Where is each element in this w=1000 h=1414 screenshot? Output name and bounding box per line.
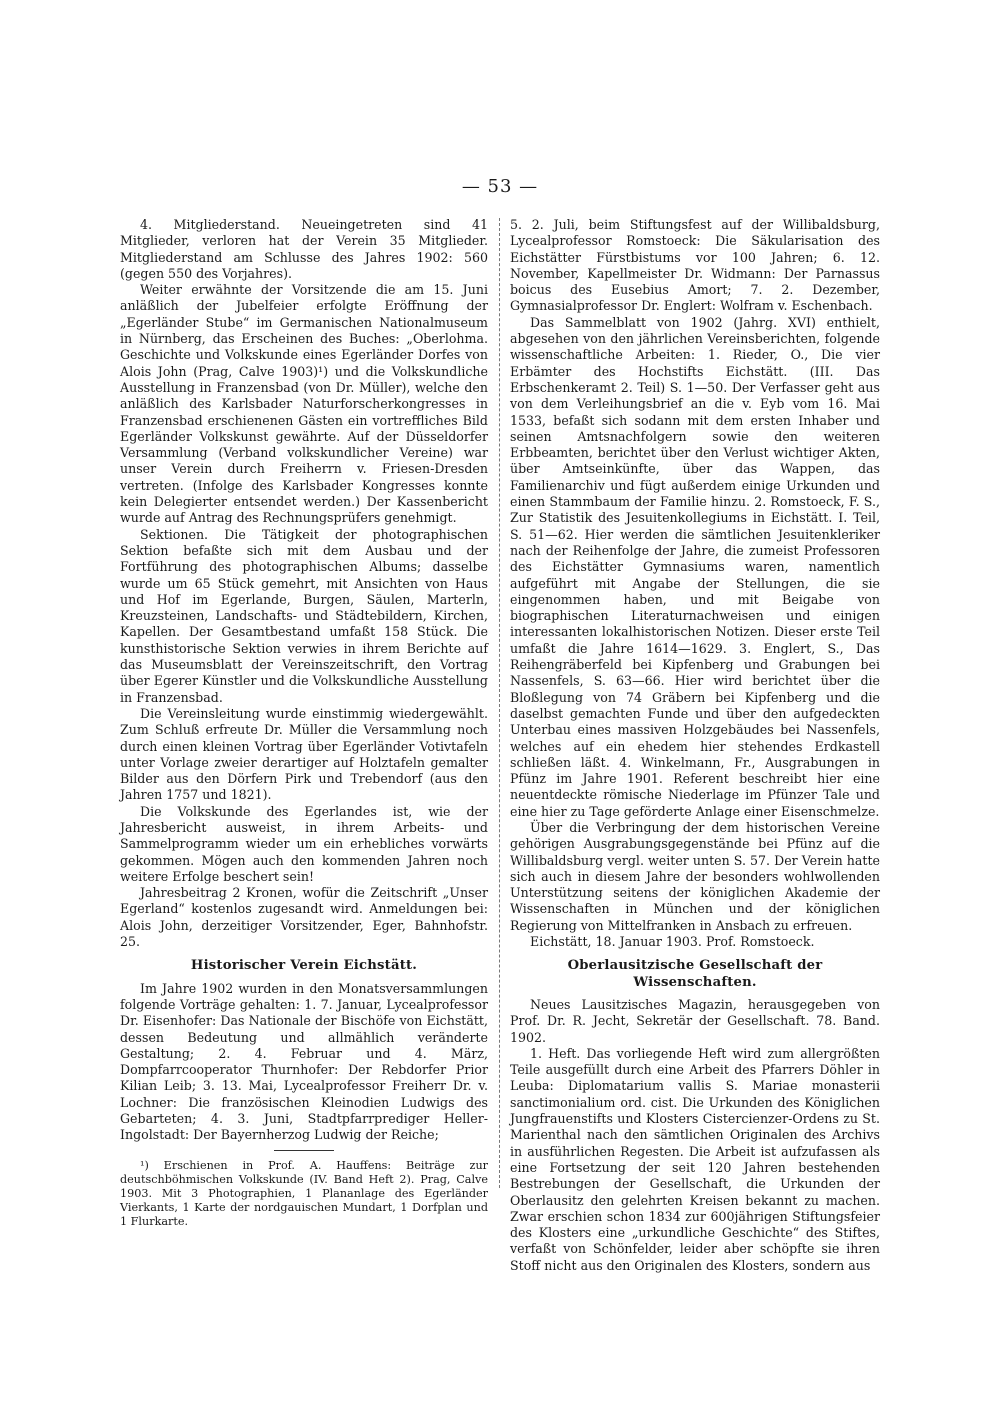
paragraph-lectures-continued: 5. 2. Juli, beim Stiftungsfest auf der Willibaldsburg, Lycealprofessor Romstoeck: Die Säkularisation des Eichstätter Fürstbistums vor 100 Jahren; 6. 12. November, Kapellmeister Dr. Widmann: Der Parnassus boicus des Eusebius Amort; 7. 2. Dezember, Gymnasialprofessor Dr. Englert: Wolfram v. Eschenbach.: [510, 217, 880, 314]
signature-line: Eichstätt, 18. Januar 1903. Prof. Romstoeck.: [530, 934, 815, 950]
paragraph-annual-fee: Jahresbeitrag 2 Kronen, wofür die Zeitschrift „Unser Egerland“ kostenlos zugesandt wird. Anmeldungen bei: Alois John, derzeitiger Vorsitzender, Eger, Bahnhofstr. 25.: [120, 885, 488, 950]
paragraph-sammelblatt: Das Sammelblatt von 1902 (Jahrg. XVI) enthielt, abgesehen von den jährlichen Vereinsberichten, folgende wissenschaftliche Arbeiten: 1. Rieder, O., Die vier Erbämter des Hochstifts Eichstätt. (III. Das Erbschenkeramt 2. Teil) S. 1—50. Der Verfasser geht aus von dem Verleihungsbrief an die v. Eyb vom 16. Mai 1533, befaßt sich sodann mit dem ersten Inhaber und seinen Amtsnachfolgern sowie den weiteren Erbbeamten, berichtet über den Verlust wichtiger Akten, über Amtseinkünfte, über das Wappen, das Familienarchiv und fügt außerdem einige Urkunden und einen Stammbaum der Familie hinzu. 2. Romstoeck, F. S., Zur Statistik des Jesuitenkollegiums in Eichstätt. I. Teil, S. 51—62. Hier werden die sämtlichen Jesuitenkleriker nach der Reihenfolge der Jahre, die zumeist Professoren des Eichstätter Gymnasiums waren, namentlich aufgeführt mit Angabe der Stellungen, die sie eingenommen haben, und mit Beigabe von biographischen Literaturnachweisen und einigen interessanten lokalhistorischen Notizen. Dieser erste Teil umfaßt die Jahre 1614—1629. 3. Englert, S., Das Reihengräberfeld bei Kipfenberg und Grabungen bei Nassenfels, S. 63—66. Hier wird berichtet über die Bloßlegung von 74 Gräbern bei Kipfenberg und die daselbst gemachten Funde und über den aufgedeckten Unterbau eines massiven Holzgebäudes bei Nassenfels, welches auf ein ehedem hier stehendes Erdkastell schließen läßt. 4. Winkelmann, Fr., Ausgrabungen in Pfünz im Jahre 1901. Referent beschreibt hier eine neuentdeckte römische Niederlage im Pfünzer Tale und eine hier zu Tage geförderte Anlage einer Eisenschmelze.: [510, 314, 880, 819]
page-number: — 53 —: [461, 176, 539, 197]
section-heading-eichstaett: Historischer Verein Eichstätt.: [190, 958, 418, 974]
paragraph-reelection: Die Vereinsleitung wurde einstimmig wiedergewählt. Zum Schluß erfreute Dr. Müller die Versammlung noch durch einen kleinen Vortrag über Egerländer Votivtafeln unter Vorlage zweier derartiger auf Holztafeln gemalter Bilder aus den Dörfern Pirk und Trebendorf (aus den Jahren 1757 und 1821).: [120, 705, 488, 803]
paragraph-lectures: Im Jahre 1902 wurden in den Monatsversammlungen folgende Vorträge gehalten: 1. 7. Januar, Lycealprofessor Dr. Eisenhofer: Das Nationale der Bischöfe von Eichstätt, dessen Bedeutung und allmählich veränderte Gestaltung; 2. 4. Februar und 4. März, Dompfarrcooperator Thurnhofer: Der Rebdorfer Prior Kilian Leib; 3. 13. Mai, Lycealprofessor Freiherr Dr. v. Lochner: Die französischen Kleinodien Ludwigs des Gebarteten; 4. 3. Juni, Stadtpfarrprediger Heller-Ingolstadt: Der Bayernherzog Ludwig der Reiche;: [120, 980, 488, 1143]
paragraph-membership: 4. Mitgliederstand. Neueingetreten sind 41 Mitglieder, verloren hat der Verein 35 Mitglieder. Mitgliederstand am Schlusse des Jahres 1902: 560 (gegen 550 des Vorjahres).: [120, 217, 488, 281]
footnote: [120, 1159, 488, 1230]
section-heading-oberlausitz: Oberlausitzische Gesellschaft der Wissenschaften.: [567, 958, 823, 990]
column-divider: [499, 218, 500, 1188]
paragraph-folklore: Die Volkskunde des Egerlandes ist, wie der Jahresbericht ausweist, in ihrem Arbeits- und Sammelprogramm wieder um ein erhebliches vorwärts gekommen. Mögen auch den kommenden Jahren noch weitere Erfolge beschert sein!: [120, 803, 488, 884]
paragraph-sections: Sektionen. Die Tätigkeit der photographischen Sektion befaßte sich mit dem Ausbau und der Fortführung des photographischen Albums; dasselbe wurde um 65 Stück gemehrt, mit Ansichten von Haus und Hof im Egerlande, Burgen, Säulen, Marterln, Kreuzsteinen, Landschafts- und Städtebildern, Kirchen, Kapellen. Der Gesamtbestand umfaßt 158 Stück. Die kunsthistorische Sektion verwies in ihrem Berichte auf das Museumsblatt der Vereinszeitschrift, den Vortrag über Egerer Künstler und die Volkskundliche Ausstellung in Franzensbad.: [120, 526, 488, 705]
footnote-separator: [274, 1150, 334, 1151]
paragraph-heft-1: 1. Heft. Das vorliegende Heft wird zum allergrößten Teile ausgefüllt durch eine Arbeit des Pfarrers Döhler in Leuba: Diplomatarium vallis S. Mariae monasterii sanctimonialium ord. cist. Die Urkunden des Königlichen Jungfrauenstifts und Klosters Cistercienzer-Ordens zu St. Marienthal nach den sämtlichen Originalen des Archivs in ausführlichen Regesten. Die Arbeit ist aufzufassen als eine Fortsetzung der seit 120 Jahren bestehenden Bestrebungen der Gesellschaft, die Urkunden der Oberlausitz den gelehrten Kreisen bekannt zu machen. Zwar erschien schon 1834 zur 600jährigen Stiftungsfeier des Klosters eine „urkundliche Geschichte“ des Stiftes, verfaßt von Schönfelder, leider aber schöpfte sie ihren Stoff nicht aus den Originalen des Klosters, sondern aus: [510, 1045, 880, 1273]
paragraph-chairman-report: Weiter erwähnte der Vorsitzende die am 15. Juni anläßlich der Jubelfeier erfolgte Eröffnung der „Egerländer Stube“ im Germanischen Nationalmuseum in Nürnberg, das Erscheinen des Buches: „Oberlohma. Geschichte und Volkskunde eines Egerländer Dorfes von Alois John (Prag, Calve 1903)¹) und die Volkskundliche Ausstellung in Franzensbad (von Dr. Müller), welche den anläßlich des Karlsbader Naturforscherkongresses in Franzensbad erschienenen Gästen ein vortreffliches Bild Egerländer Volkskunst gewährte. Auf der Düsseldorfer Versammlung (Verband volkskundlicher Vereine) war unser Verein durch Freiherrn v. Friesen-Dresden vertreten. (Infolge des Karlsbader Kongresses konnte kein Delegierter entsendet werden.) Der Kassenbericht wurde auf Antrag des Rechnungsprüfers genehmigt.: [120, 282, 488, 526]
footnote-text: ¹) Erschienen in Prof. A. Hauffens: Beiträge zur deutschböhmischen Volkskunde (IV. Band Heft 2). Prag, Calve 1903. Mit 3 Photographien, 1 Plananlage des Egerländer Vierkants, 1 Karte der nordgauischen Mundart, 1 Dorfplan und 1 Flurkarte.: [120, 1158, 488, 1229]
paragraph-magazin: Neues Lausitzisches Magazin, herausgegeben von Prof. Dr. R. Jecht, Sekretär der Gesellschaft. 78. Band. 1902.: [510, 996, 880, 1045]
left-column: [120, 217, 488, 1230]
paragraph-transfer: Über die Verbringung der dem historischen Vereine gehörigen Ausgrabungsgegenstände bei Pfünz auf die Willibaldsburg vergl. weiter unten S. 57. Der Verein hatte sich auch in diesem Jahre der besonders wohlwollenden Unterstützung seitens der königlichen Akademie der Wissenschaften in München und der königlichen Regierung von Mittelfranken in Ansbach zu erfreuen.: [510, 819, 880, 933]
right-column: [510, 217, 880, 1274]
